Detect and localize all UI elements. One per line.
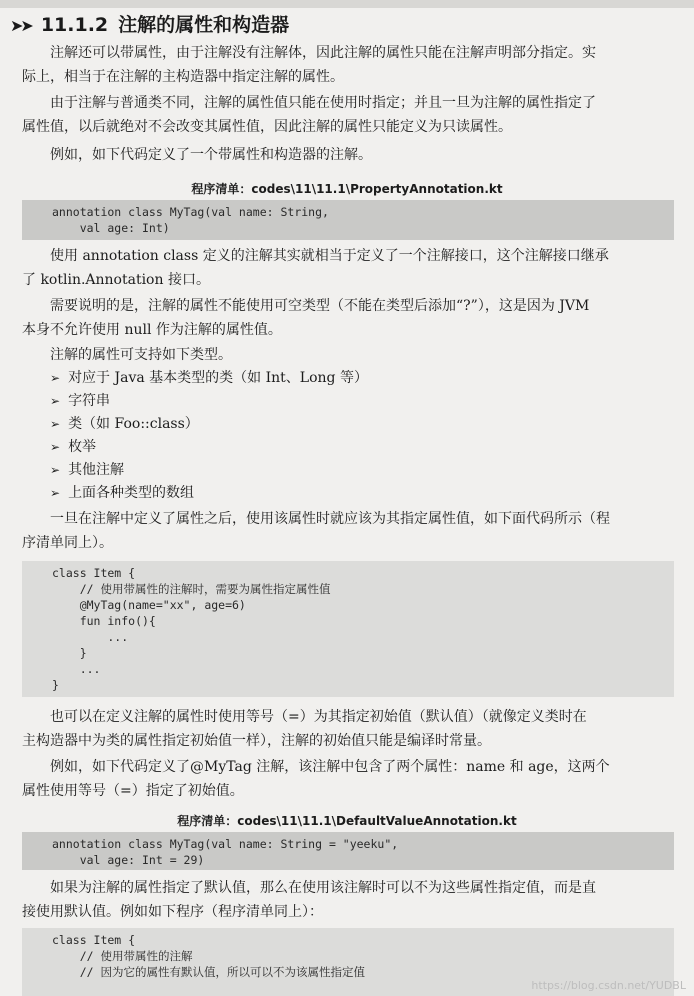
previous-page-edge	[0, 0, 694, 8]
code-line: class Item {	[52, 933, 136, 947]
paragraph-10-line-2: 接使用默认值。例如如下程序（程序清单同上）：	[22, 904, 323, 920]
section-title: 注解的属性和构造器	[118, 14, 290, 36]
code-block-2	[22, 561, 674, 697]
bullet-arrow-icon: ➢	[50, 417, 61, 431]
code-line: // 使用带属性的注解	[52, 949, 193, 963]
code-line: annotation class MyTag(val name: String = "yeeku",	[52, 837, 399, 851]
list-item: ➢ 枚举	[50, 439, 97, 455]
code-line: fun info(){	[52, 614, 156, 628]
list-item: ➢ 上面各种类型的数组	[50, 485, 195, 501]
paragraph-7-line-1: 一旦在注解中定义了属性之后，使用该属性时就应该为其指定属性值，如下面代码所示（程	[50, 511, 610, 527]
code-line: val age: Int = 29)	[52, 853, 205, 867]
paragraph-6: 注解的属性可支持如下类型。	[50, 347, 232, 363]
code-line: ...	[52, 630, 129, 644]
paragraph-8-line-2: 主构造器中为类的属性指定初始值一样），注解的初始值只能是编译时常量。	[22, 733, 491, 749]
list-item: ➢ 对应于 Java 基本类型的类（如 Int、Long 等）	[50, 370, 368, 386]
section-arrows-icon: ➤➤	[10, 16, 31, 35]
code-block-1	[22, 200, 674, 240]
listing-caption-2: 程序清单：codes\11\11.1\DefaultValueAnnotation.kt	[177, 814, 517, 828]
paragraph-5-line-1: 需要说明的是，注解的属性不能使用可空类型（不能在类型后添加“?”），这是因为 JVM	[50, 298, 590, 314]
listing-caption-1: 程序清单：codes\11\11.1\PropertyAnnotation.kt	[191, 182, 503, 196]
paragraph-4-line-2: 了 kotlin.Annotation 接口。	[22, 272, 210, 288]
watermark: https://blog.csdn.net/YUDBL	[531, 979, 686, 992]
paragraph-7-line-2: 序清单同上）。	[22, 535, 113, 551]
paragraph-2-line-2: 属性值，以后就绝对不会改变其属性值，因此注解的属性只能定义为只读属性。	[22, 119, 512, 135]
bullet-arrow-icon: ➢	[50, 440, 61, 454]
code-line: class Item {	[52, 566, 136, 580]
code-line: @MyTag(name="xx", age=6)	[52, 598, 246, 612]
bullet-arrow-icon: ➢	[50, 463, 61, 477]
paragraph-1-line-1: 注解还可以带属性，由于注解没有注解体，因此注解的属性只能在注解声明部分指定。实	[50, 45, 596, 61]
paragraph-3: 例如，如下代码定义了一个带属性和构造器的注解。	[50, 147, 372, 163]
paragraph-1-line-2: 际上，相当于在注解的主构造器中指定注解的属性。	[22, 69, 344, 85]
paragraph-5-line-2: 本身不允许使用 null 作为注解的属性值。	[22, 322, 282, 338]
list-item: ➢ 其他注解	[50, 462, 125, 478]
paragraph-9-line-2: 属性使用等号（=）指定了初始值。	[22, 783, 244, 799]
paragraph-8-line-1: 也可以在定义注解的属性时使用等号（=）为其指定初始值（默认值）（就像定义类时在	[50, 709, 587, 725]
code-block-3	[22, 832, 674, 870]
section-heading	[10, 10, 289, 37]
list-item: ➢ 类（如 Foo::class）	[50, 416, 199, 432]
bullet-arrow-icon: ➢	[50, 486, 61, 500]
paragraph-4-line-1: 使用 annotation class 定义的注解其实就相当于定义了一个注解接口，这个注解接口继承	[50, 248, 609, 264]
bullet-arrow-icon: ➢	[50, 394, 61, 408]
code-line: val age: Int)	[52, 221, 170, 235]
code-line: annotation class MyTag(val name: String,	[52, 205, 329, 219]
paragraph-10-line-1: 如果为注解的属性指定了默认值，那么在使用该注解时可以不为这些属性指定值，而是直	[50, 880, 596, 896]
code-line: ...	[52, 662, 101, 676]
paragraph-2-line-1: 由于注解与普通类不同，注解的属性值只能在使用时指定；并且一旦为注解的属性指定了	[50, 95, 596, 111]
code-line: }	[52, 678, 59, 692]
list-item: ➢ 字符串	[50, 393, 111, 409]
paragraph-9-line-1: 例如，如下代码定义了@MyTag 注解，该注解中包含了两个属性：name 和 age，这两个	[50, 759, 610, 775]
bullet-arrow-icon: ➢	[50, 371, 61, 385]
code-line: // 因为它的属性有默认值，所以可以不为该属性指定值	[52, 965, 365, 979]
section-number: 11.1.2	[40, 14, 109, 36]
code-line: }	[52, 646, 87, 660]
code-line: // 使用带属性的注解时，需要为属性指定属性值	[52, 582, 331, 596]
